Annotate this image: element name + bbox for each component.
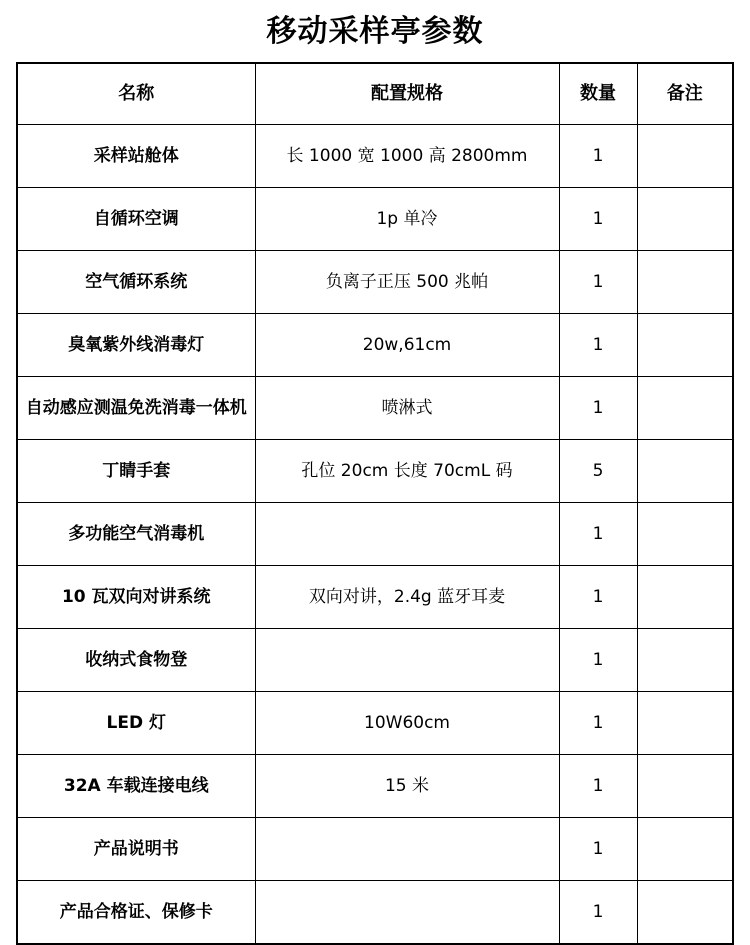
cell-remark: [637, 755, 733, 818]
table-row: [17, 566, 733, 629]
cell-spec: 负离子正压 500 兆帕: [255, 251, 559, 314]
cell-name: 10 瓦双向对讲系统: [17, 566, 255, 629]
cell-quantity: 1: [559, 314, 637, 377]
cell-remark: [637, 377, 733, 440]
cell-remark: [637, 629, 733, 692]
cell-quantity: 1: [559, 377, 637, 440]
cell-quantity: 1: [559, 251, 637, 314]
table-row: [17, 755, 733, 818]
cell-remark: [637, 818, 733, 881]
table-row: [17, 503, 733, 566]
table-row: [17, 188, 733, 251]
table-row: [17, 377, 733, 440]
cell-name: 产品说明书: [17, 818, 255, 881]
table-header: [17, 63, 733, 125]
column-header-remark: 备注: [637, 63, 733, 125]
cell-quantity: 1: [559, 503, 637, 566]
cell-spec: [255, 503, 559, 566]
cell-quantity: 1: [559, 881, 637, 945]
cell-remark: [637, 566, 733, 629]
table-row: [17, 629, 733, 692]
cell-remark: [637, 251, 733, 314]
table-row: [17, 692, 733, 755]
table-row: [17, 125, 733, 188]
table-header-row: [17, 63, 733, 125]
cell-quantity: 1: [559, 629, 637, 692]
cell-name: 采样站舱体: [17, 125, 255, 188]
cell-name: 空气循环系统: [17, 251, 255, 314]
cell-name: 臭氧紫外线消毒灯: [17, 314, 255, 377]
cell-remark: [637, 440, 733, 503]
cell-quantity: 1: [559, 566, 637, 629]
cell-remark: [637, 314, 733, 377]
cell-spec: 喷淋式: [255, 377, 559, 440]
table-row: [17, 314, 733, 377]
cell-spec: [255, 881, 559, 945]
cell-name: 多功能空气消毒机: [17, 503, 255, 566]
parameters-table: [16, 62, 734, 945]
cell-quantity: 1: [559, 692, 637, 755]
cell-spec: 15 米: [255, 755, 559, 818]
table-container: [0, 62, 750, 945]
cell-name: LED 灯: [17, 692, 255, 755]
cell-spec: 1p 单冷: [255, 188, 559, 251]
column-header-quantity: 数量: [559, 63, 637, 125]
cell-name: 产品合格证、保修卡: [17, 881, 255, 945]
cell-quantity: 1: [559, 188, 637, 251]
table-row: [17, 818, 733, 881]
table-row: [17, 881, 733, 945]
cell-quantity: 5: [559, 440, 637, 503]
cell-spec: 20w,61cm: [255, 314, 559, 377]
table-body: [17, 125, 733, 945]
cell-name: 丁睛手套: [17, 440, 255, 503]
page-title: 移动采样亭参数: [266, 14, 484, 49]
cell-remark: [637, 692, 733, 755]
cell-spec: [255, 818, 559, 881]
cell-remark: [637, 503, 733, 566]
cell-quantity: 1: [559, 755, 637, 818]
cell-spec: 10W60cm: [255, 692, 559, 755]
table-row: [17, 440, 733, 503]
cell-name: 收纳式食物登: [17, 629, 255, 692]
cell-spec: [255, 629, 559, 692]
cell-spec: 双向对讲，2.4g 蓝牙耳麦: [255, 566, 559, 629]
cell-name: 自动感应测温免洗消毒一体机: [17, 377, 255, 440]
cell-name: 自循环空调: [17, 188, 255, 251]
table-row: [17, 251, 733, 314]
column-header-name: 名称: [17, 63, 255, 125]
cell-remark: [637, 188, 733, 251]
cell-remark: [637, 881, 733, 945]
cell-spec: 长 1000 宽 1000 高 2800mm: [255, 125, 559, 188]
column-header-spec: 配置规格: [255, 63, 559, 125]
cell-name: 32A 车载连接电线: [17, 755, 255, 818]
cell-quantity: 1: [559, 818, 637, 881]
cell-quantity: 1: [559, 125, 637, 188]
cell-spec: 孔位 20cm 长度 70cmL 码: [255, 440, 559, 503]
cell-remark: [637, 125, 733, 188]
